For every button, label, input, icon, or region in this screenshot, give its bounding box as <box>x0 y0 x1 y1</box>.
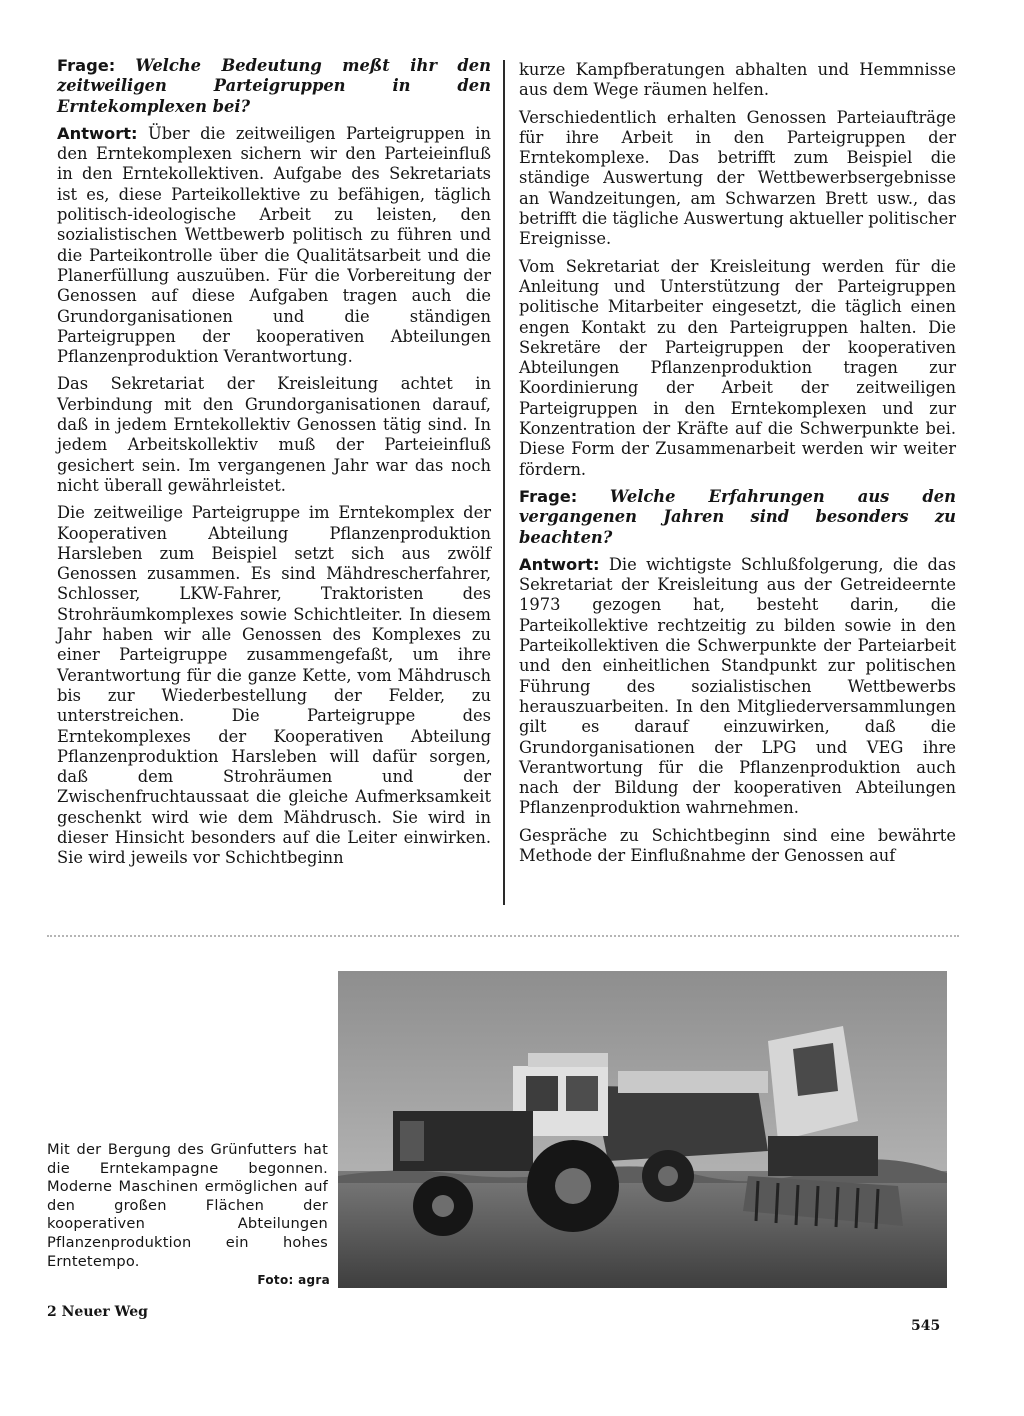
photo-credit: Foto: agra <box>257 1273 330 1287</box>
right-paragraph-3: Vom Sekretariat der Kreisleitung werden für die Anleitung und Unterstützung der Parteigruppen politische Mitarbeiter eingesetzt, die täglich einen engen Kontakt zu den Parteigruppen halten. Die Sekretäre der Parteigruppen der kooperativen Abteilungen Pflanzenproduktion tragen zur Koordinierung der Arbeit der zeitweiligen Parteigruppen in den Erntekomplexen und zur Konzentration der Kräfte auf die Schwerpunkte bei. Diese Form der Zusammenarbeit werden wir weiter fördern. <box>519 256 956 479</box>
right-column <box>519 60 956 873</box>
photo-caption: Mit der Bergung des Grünfutters hat die Erntekampagne begonnen. Moderne Maschinen ermöglichen auf den großen Flächen der kooperativen Abteilungen Pflanzenproduktion ein hohes Erntetempo. <box>47 1141 328 1270</box>
answer-2-paragraph-2: Gespräche zu Schichtbeginn sind eine bewährte Methode der Einflußnahme der Genossen auf <box>519 825 956 865</box>
question-2-text: Welche Erfahrungen aus den vergangenen Jahren sind besonders zu beachten? <box>519 486 956 547</box>
question-2-label: Frage: <box>519 486 578 506</box>
right-paragraph-1: kurze Kampfberatungen abhalten und Hemmnisse aus dem Wege räumen helfen. <box>519 60 956 100</box>
question-1-label: Frage: <box>57 56 116 75</box>
question-1-text: Welche Bedeutung meßt ihr den zeitweiligen Parteigruppen in den Erntekomplexen bei? <box>57 56 492 116</box>
answer-2-label: Antwort: <box>519 554 600 574</box>
answer-1-label: Antwort: <box>57 123 138 143</box>
right-paragraph-2: Verschiedentlich erhalten Genossen Parteiaufträge für ihre Arbeit in den Parteigruppen der Erntekomplexe. Das betrifft zum Beispiel die ständige Auswertung der Wettbewerbsergebnisse an Wandzeitungen, am Schwarzen Brett usw., das betrifft die tägliche Auswertung aktueller politischer Ereignisse. <box>519 107 956 249</box>
section-divider <box>47 935 959 937</box>
answer-1-text: Über die zeitweiligen Parteigruppen in den Erntekomplexen sichern wir den Parteieinfluß in den Erntekollektiven. Aufgabe des Sekretariats ist es, diese Parteikollektive zu befähigen, täglich politisch-ideologische Arbeit zu leisten, den sozialistischen Wettbewerb politisch zu führen und die Parteikontrolle über die Qualitätsarbeit und die Planerfüllung auszuüben. Für die Vorbereitung der Genossen auf diese Aufgaben tragen auch die Grundorganisationen und die ständigen Parteigruppen der kooperativen Abteilungen Pflanzenproduktion Verantwortung. <box>57 123 491 367</box>
answer-1-paragraph-3: Die zeitweilige Parteigruppe im Erntekomplex der Kooperativen Abteilung Pflanzenproduktion Harsleben zum Beispiel setzt sich aus zwölf Genossen zusammen. Es sind Mähdrescherfahrer, Schlosser, LKW-Fahrer, Traktoristen des Strohräumkomplexes sowie Schichtleiter. In diesem Jahr haben wir alle Genossen des Komplexes zu einer Parteigruppe zusammengefaßt, um ihre Verantwortung für die ganze Kette, vom Mähdrusch bis zur Wiederbestellung der Felder, zu unterstreichen. Die Parteigruppe des Erntekomplexes der Kooperativen Abteilung Pflanzenproduktion Harsleben will dafür sorgen, daß dem Strohräumen und der Zwischenfruchtaussaat die gleiche Aufmerksamkeit geschenkt wird wie dem Mähdrusch. Sie wird in dieser Hinsicht besonders auf die Leiter einwirken. Sie wird jeweils vor Schichtbeginn <box>57 503 491 868</box>
tractor-harvester-image <box>338 971 947 1288</box>
question-1 <box>57 56 491 117</box>
answer-2-text: Die wichtigste Schlußfolgerung, die das Sekretariat der Kreisleitung aus der Getreideernte 1973 gezogen hat, besteht darin, die Parteikollektive rechtzeitig zu bilden sowie in den Parteikollektiven die Schwerpunkte der Parteiarbeit und den einheitlichen Standpunkt zur politischen Führung des sozialistischen Wettbewerbs herauszuarbeiten. In den Mitgliederversammlungen gilt es darauf einzuwirken, daß die Grundorganisationen der LPG und VEG ihre Verantwortung für die Pflanzenproduktion auch nach der Bildung der kooperativen Abteilungen Pflanzenproduktion wahrnehmen. <box>519 554 956 818</box>
footer-publication: 2 Neuer Weg <box>47 1304 148 1320</box>
answer-1-paragraph-1 <box>57 124 491 368</box>
page-number: 545 <box>911 1318 941 1334</box>
column-divider <box>503 60 505 905</box>
answer-1-paragraph-2: Das Sekretariat der Kreisleitung achtet in Verbindung mit den Grundorganisationen darauf, daß in jedem Erntekollektiv Genossen tätig sind. In jedem Arbeitskollektiv muß der Parteieinfluß gesichert sein. Im vergangenen Jahr war das noch nicht überall gewährleistet. <box>57 374 491 495</box>
answer-2-paragraph-1 <box>519 555 956 819</box>
left-column <box>57 56 491 876</box>
question-2 <box>519 487 956 548</box>
harvest-photo <box>338 971 947 1288</box>
